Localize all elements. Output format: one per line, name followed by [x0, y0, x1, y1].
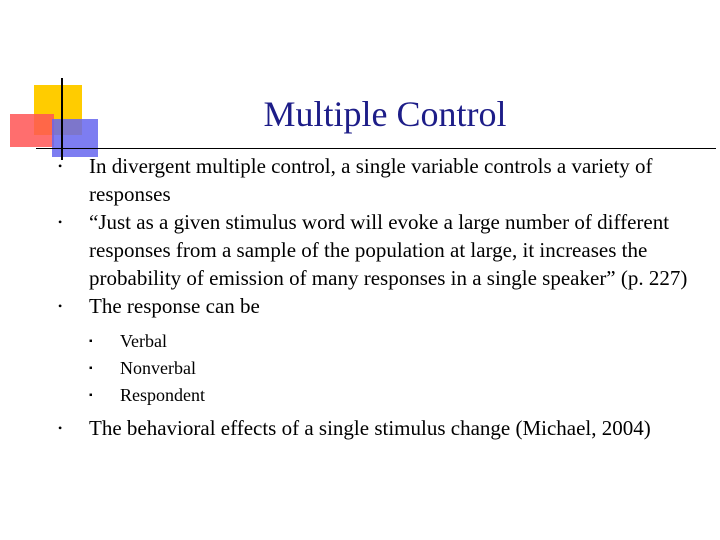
sub-bullet-text: Respondent [120, 385, 205, 405]
bullet-item [58, 414, 698, 442]
bullet-marker: • [58, 299, 63, 313]
bullet-item [58, 208, 698, 292]
bullet-text: The behavioral effects of a single stimulus change (Michael, 2004) [89, 416, 651, 440]
sub-bullet-text: Verbal [120, 331, 167, 351]
sub-bullet-text: Nonverbal [120, 358, 196, 378]
sub-bullet-marker: ▪ [89, 363, 93, 374]
sub-bullet-item [89, 355, 698, 382]
bullet-item [58, 292, 698, 409]
bullet-text: In divergent multiple control, a single variable controls a variety of responses [89, 154, 653, 206]
sub-bullet-list [89, 328, 698, 409]
sub-bullet-marker: ▪ [89, 336, 93, 347]
bullet-text: “Just as a given stimulus word will evoke a large number of different responses from a sample of the population at large, it increases the probability of emission of many responses in a single speaker” (p. 227) [89, 210, 688, 290]
bullet-marker: • [58, 421, 63, 435]
title-underline [36, 148, 716, 149]
slide-title: Multiple Control [263, 94, 507, 134]
sub-bullet-item [89, 382, 698, 409]
bullet-marker: • [58, 215, 63, 229]
bullet-marker: • [58, 159, 63, 173]
bullet-item [58, 152, 698, 208]
sub-bullet-marker: ▪ [89, 390, 93, 401]
bullet-list [58, 152, 698, 442]
decor-red-square [10, 114, 54, 147]
sub-bullet-item [89, 328, 698, 355]
bullet-text: The response can be [89, 294, 260, 318]
